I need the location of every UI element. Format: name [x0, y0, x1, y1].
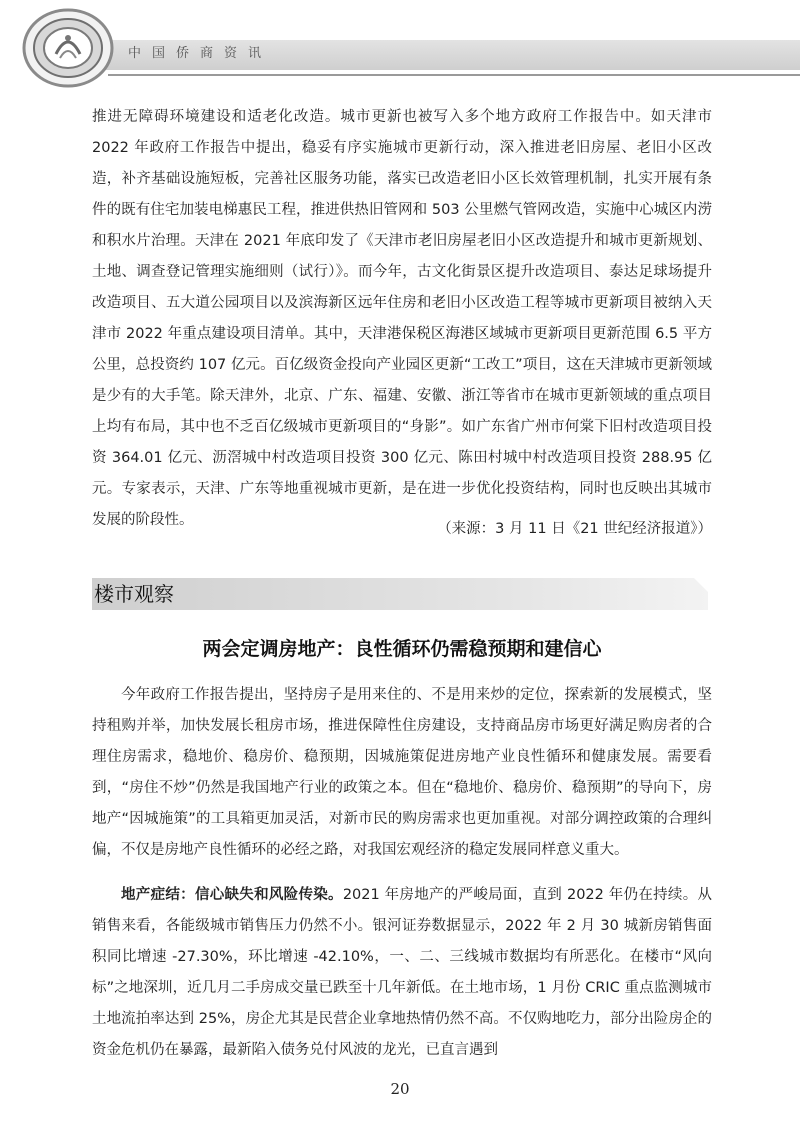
article-source: （来源：3 月 11 日《21 世纪经济报道》） [437, 521, 712, 537]
article-paragraph [92, 102, 712, 536]
header-divider [108, 74, 800, 76]
logo-emblem-icon [22, 8, 114, 88]
section-header-corner [694, 578, 708, 592]
article-paragraph [92, 680, 712, 866]
page-header [0, 0, 800, 90]
article-title: 两会定调房地产：良性循环仍需稳预期和建信心 [202, 638, 602, 660]
article-paragraph [92, 880, 712, 1066]
section-title: 楼市观察 [94, 582, 174, 606]
paragraph-body: 2021 年房地产的严峻局面，直到 2022 年仍在持续。从销售来看，各能级城市销售压力仍然不小。银河证券数据显示，2022 年 2 月 30 城新房销售面积同比增速 -27.30%，环比增速 -42.10%，一、二、三线城市数据均有所恶化。在楼市“风向标”之地深圳，近几月二手房成交量已跌至十几年新低。在土地市场，1 月份 CRIC 重点监测城市土地流拍率达到 25%，房企尤其是民营企业拿地热情仍然不高。不仅购地吃力，部分出险房企的资金危机仍在暴露，最新陷入债务兑付风波的龙光，已直言遇到 [92, 887, 712, 1058]
page-number: 20 [390, 1080, 410, 1098]
logo [22, 8, 114, 88]
section-header-bar [92, 578, 708, 610]
paragraph-text: 推进无障碍环境建设和适老化改造。城市更新也被写入多个地方政府工作报告中。如天津市 2022 年政府工作报告中提出，稳妥有序实施城市更新行动，深入推进老旧房屋、老旧小区改造，补齐基础设施短板，完善社区服务功能，落实已改造老旧小区长效管理机制，扎实开展有条件的既有住宅加装电梯惠民工程，推进供热旧管网和 503 公里燃气管网改造，实施中心城区内涝和积水片治理。天津在 2021 年底印发了《天津市老旧房屋老旧小区改造提升和城市更新规划、土地、调查登记管理实施细则（试行）》。而今年，古文化街景区提升改造项目、泰达足球场提升改造项目、五大道公园项目以及滨海新区远年住房和老旧小区改造工程等城市更新项目被纳入天津市 2022 年重点建设项目清单。其中，天津港保税区海港区域城市更新项目更新范围 6.5 平方公里，总投资约 107 亿元。百亿级资金投向产业园区更新“工改工”项目，这在天津城市更新领域是少有的大手笔。除天津外，北京、广东、福建、安徽、浙江等省市在城市更新领域的重点项目上均有布局，其中也不乏百亿级城市更新项目的“身影”。如广东省广州市何棠下旧村改造项目投资 364.01 亿元、沥滘城中村改造项目投资 300 亿元、陈田村城中村改造项目投资 288.95 亿元。专家表示，天津、广东等地重视城市更新，是在进一步优化投资结构，同时也反映出其城市发展的阶段性。 [92, 109, 712, 528]
paragraph-text: 今年政府工作报告提出，坚持房子是用来住的、不是用来炒的定位，探索新的发展模式，坚持租购并举，加快发展长租房市场，推进保障性住房建设，支持商品房市场更好满足购房者的合理住房需求，稳地价、稳房价、稳预期，因城施策促进房地产业良性循环和健康发展。需要看到，“房住不炒”仍然是我国地产行业的政策之本。但在“稳地价、稳房价、稳预期”的导向下，房地产“因城施策”的工具箱更加灵活，对新市民的购房需求也更加重视。对部分调控政策的合理纠偏，不仅是房地产良性循环的必经之路，对我国宏观经济的稳定发展同样意义重大。 [92, 687, 712, 858]
paragraph-text [92, 880, 712, 1066]
paragraph-lead: 地产症结：信心缺失和风险传染。 [121, 887, 343, 903]
header-title: 中国侨商资讯 [128, 46, 273, 61]
